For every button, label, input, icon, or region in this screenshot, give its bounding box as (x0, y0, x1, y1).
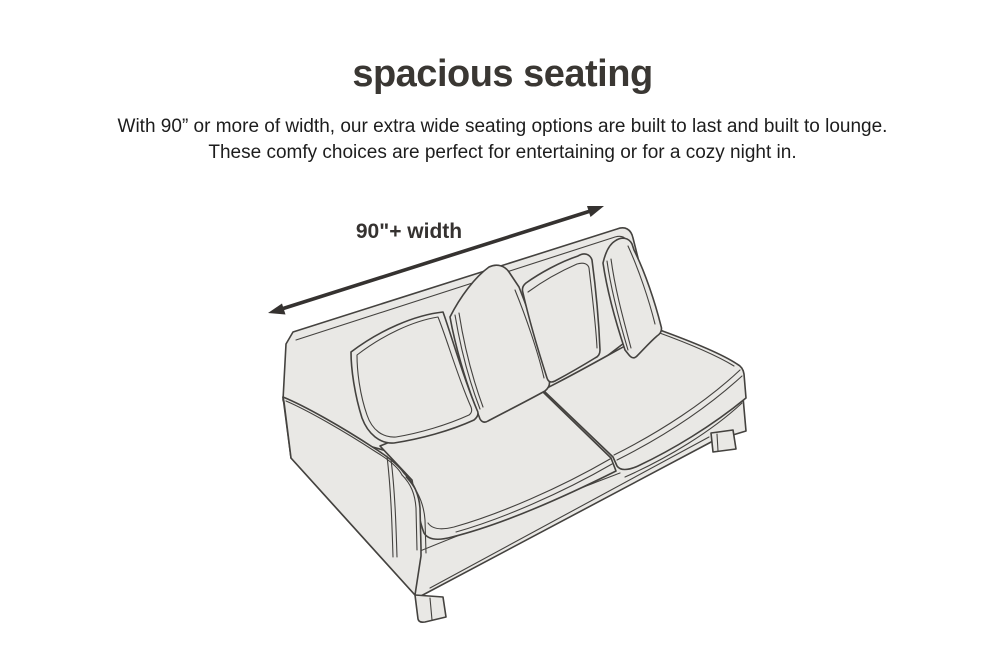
description-line-1: With 90” or more of width, our extra wide seating options are built to last and built to lounge. (117, 116, 888, 137)
right-foot (711, 430, 736, 452)
dimension-label: 90"+ width (355, 220, 463, 243)
page-title: spacious seating (352, 53, 653, 95)
description-line-2: These comfy choices are perfect for entertaining or for a cozy night in. (208, 142, 797, 163)
